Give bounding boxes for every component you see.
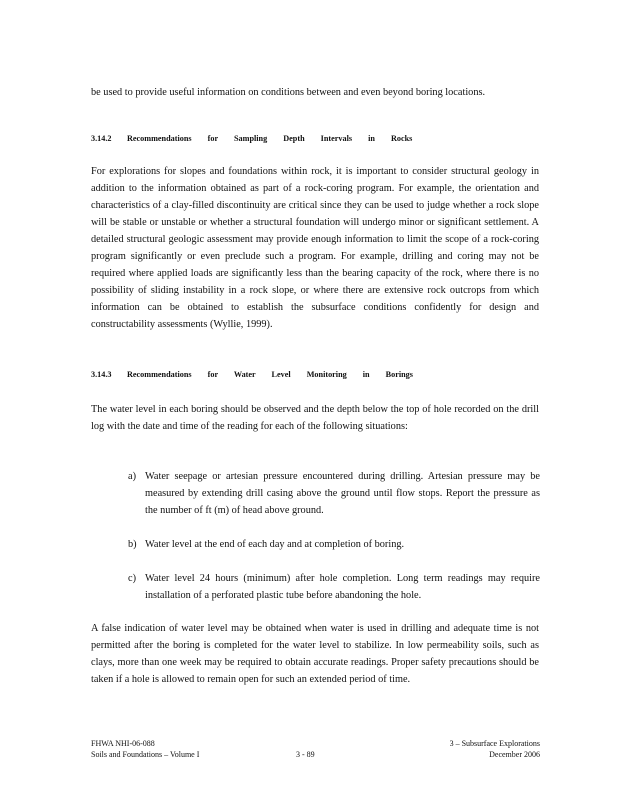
section-3142-body-block <box>91 163 539 333</box>
list-item-text: Water seepage or artesian pressure encountered during drilling. Artesian pressure may be measured by extending drill casing above the ground until flow stops. Report the pressure as the number of ft (m) of head above ground. <box>145 471 540 516</box>
section-3142-body: For explorations for slopes and foundations within rock, it is important to consider structural geology in addition to the information obtained as part of a rock-coring program. For example, the orientation and characteristics of a clay-filled discontinuity are critical since they can be used to judge whether a rock slope will be stable or unstable or whether a structural foundation will undergo minor or significant settlement. A detailed structural geologic assessment may provide enough information to limit the scope of a rock-coring program significantly or even preclude such a program. For example, drilling and coring may not be required where applied loads are significantly less than the bearing capacity of the rock, where there is no possibility of sliding instability in a rock slope, or where there are extensive rock outcrops from which information can be obtained to establish the subsurface conditions confidently for design and constructability assessments (Wyllie, 1999). <box>91 166 539 330</box>
footer-manual-title: Soils and Foundations – Volume I <box>91 750 200 759</box>
footer-publication-id: FHWA NHI-06-088 <box>91 739 155 748</box>
section-heading <box>91 369 539 381</box>
section-3142-heading <box>91 133 539 145</box>
section-number: 3.14.3 <box>91 370 112 379</box>
section-title: Recommendations for Sampling Depth Intervals in Rocks <box>127 134 413 143</box>
list-item <box>128 468 540 519</box>
list-item-text: Water level at the end of each day and at completion of boring. <box>145 539 405 550</box>
situation-list-item-a <box>128 468 540 519</box>
list-item <box>128 536 540 553</box>
section-3143-body: The water level in each boring should be observed and the depth below the top of hole recorded on the drill log with the date and time of the reading for each of the following situations: <box>91 404 539 432</box>
list-item-label: b) <box>128 539 137 550</box>
closing-paragraph-block <box>91 620 539 688</box>
section-number: 3.14.2 <box>91 134 112 143</box>
list-item <box>128 570 540 604</box>
section-title: Recommendations for Water Level Monitoring in Borings <box>127 370 413 379</box>
footer-chapter: 3 – Subsurface Explorations <box>449 739 540 748</box>
list-item-label: a) <box>128 471 136 482</box>
footer-page-number: 3 - 89 <box>296 750 315 759</box>
list-item-label: c) <box>128 573 136 584</box>
section-3143-heading <box>91 369 539 381</box>
situation-list-item-c <box>128 570 540 604</box>
footer-right <box>450 738 540 760</box>
footer-left <box>91 738 199 760</box>
list-item-text: Water level 24 hours (minimum) after hole completion. Long term readings may require installation of a perforated plastic tube before abandoning the hole. <box>145 573 540 601</box>
situation-list-item-b <box>128 536 540 553</box>
section-3143-body-block <box>91 401 539 435</box>
intro-paragraph-block <box>91 84 539 101</box>
section-heading <box>91 133 539 145</box>
footer-date: December 2006 <box>489 750 540 759</box>
intro-paragraph: be used to provide useful information on conditions between and even beyond boring locations. <box>91 87 486 98</box>
closing-paragraph: A false indication of water level may be obtained when water is used in drilling and adequate time is not permitted after the boring is completed for the water level to stabilize. In low permeability soils, such as clays, more than one week may be required to obtain accurate readings. Proper safety precautions should be taken if a hole is allowed to remain open for such an extended period of time. <box>91 623 539 685</box>
